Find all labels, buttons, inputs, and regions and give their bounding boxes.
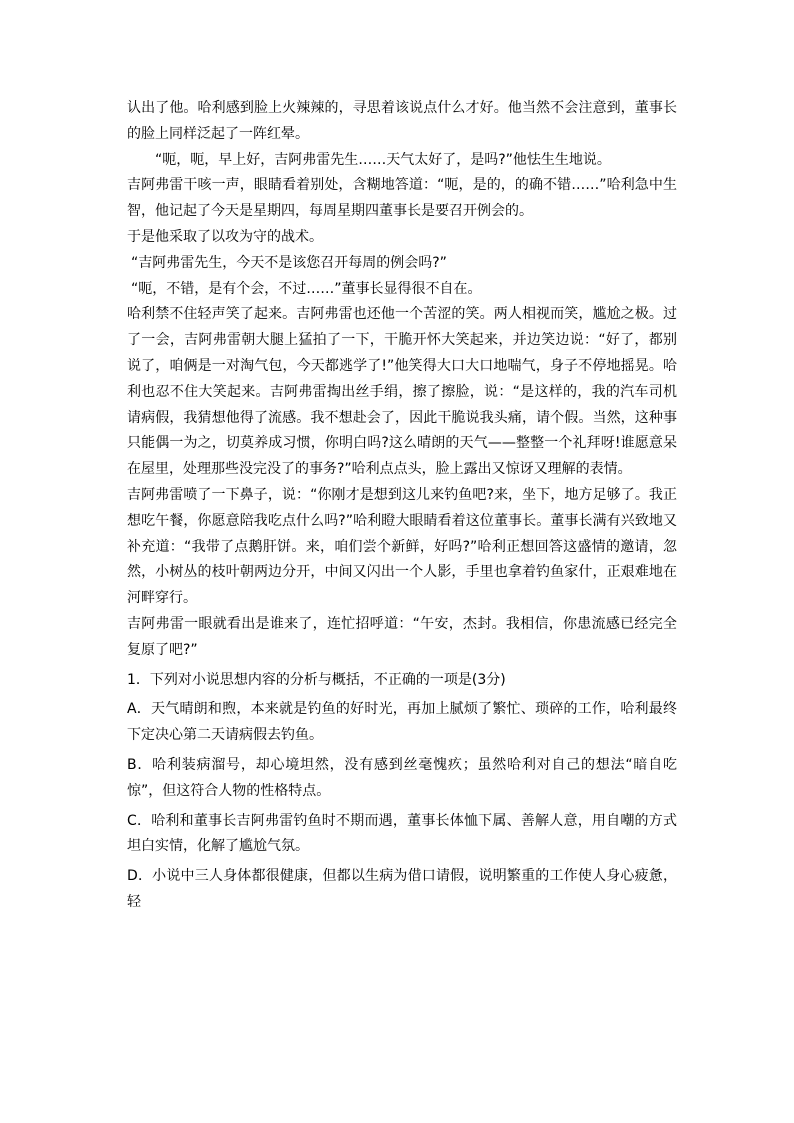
question-1-option-b: B．哈利装病溜号，却心境坦然，没有感到丝毫愧疚；虽然哈利对自己的想法“暗自吃惊”，但这符合人物的性格特点。 bbox=[127, 756, 677, 799]
story-paragraph-8: 吉阿弗雷喷了一下鼻子，说：“你刚才是想到这儿来钓鱼吧?来，坐下，地方足够了。我正想吃午餐，你愿意陪我吃点什么吗?”哈利瞪大眼睛看着这位董事长。董事长满有兴致地又补充道：“我带了点鹅肝饼。来，咱们尝个新鲜，好吗?”哈利正想回答这盛情的邀请，忽然，小树丛的枝叶朝两边分开，中间又闪出一个人影，手里也拿着钓鱼家什，正艰难地在河畔穿行。 bbox=[127, 486, 677, 607]
document-body bbox=[127, 96, 677, 916]
story-paragraph-9: 吉阿弗雷一眼就看出是谁来了，连忙招呼道：“午安，杰封。我相信，你患流感已经完全复原了吧?” bbox=[127, 615, 677, 658]
question-1-option-d: D．小说中三人身体都很健康，但都以生病为借口请假，说明繁重的工作使人身心疲惫，轻 bbox=[127, 868, 677, 910]
question-1-stem: 1．下列对小说思想内容的分析与概括，不正确的一项是(3分) bbox=[127, 671, 506, 688]
question-1-option-a: A．天气晴朗和煦，本来就是钓鱼的好时光，再加上腻烦了繁忙、琐碎的工作，哈利最终下定决心第二天请病假去钓鱼。 bbox=[127, 701, 677, 744]
story-paragraph-6: “呃，不错，是有个会，不过……”董事长显得很不自在。 bbox=[131, 280, 482, 297]
story-paragraph-3: 吉阿弗雷干咳一声，眼睛看着别处，含糊地答道：“呃，是的，的确不错……”哈利急中生智，他记起了今天是星期四，每周星期四董事长是要召开例会的。 bbox=[127, 177, 677, 220]
story-paragraph-7: 哈利禁不住轻声笑了起来。吉阿弗雷也还他一个苦涩的笑。两人相视而笑，尴尬之极。过了一会，吉阿弗雷朝大腿上猛拍了一下，干脆开怀大笑起来，并边笑边说：“好了，都别说了，咱俩是一对淘气包，今天都逃学了!”他笑得大口大口地喘气，身子不停地摇晃。哈利也忍不住大笑起来。吉阿弗雷掏出丝手绢，擦了擦脸，说：“是这样的，我的汽车司机请病假，我猜想他得了流感。我不想赴会了，因此干脆说我头痛，请个假。当然，这种事只能偶一为之，切莫养成习惯，你明白吗?这么晴朗的天气——整整一个礼拜呀!谁愿意呆在屋里，处理那些没完没了的事务?”哈利点点头，脸上露出又惊讶又理解的表情。 bbox=[127, 306, 677, 478]
story-paragraph-5: “吉阿弗雷先生，今天不是该您召开每周的例会吗?” bbox=[131, 254, 447, 271]
story-paragraph-2: “呃，呃，早上好，吉阿弗雷先生……天气太好了，是吗?”他怯生生地说。 bbox=[155, 151, 611, 168]
story-paragraph-4: 于是他采取了以攻为守的战术。 bbox=[127, 228, 323, 245]
story-paragraph-1: 认出了他。哈利感到脸上火辣辣的，寻思着该说点什么才好。他当然不会注意到，董事长的脸上同样泛起了一阵红晕。 bbox=[127, 100, 677, 142]
question-1-option-c: C．哈利和董事长吉阿弗雷钓鱼时不期而遇，董事长体恤下属、善解人意，用自嘲的方式坦白实情，化解了尴尬气氛。 bbox=[127, 812, 677, 855]
